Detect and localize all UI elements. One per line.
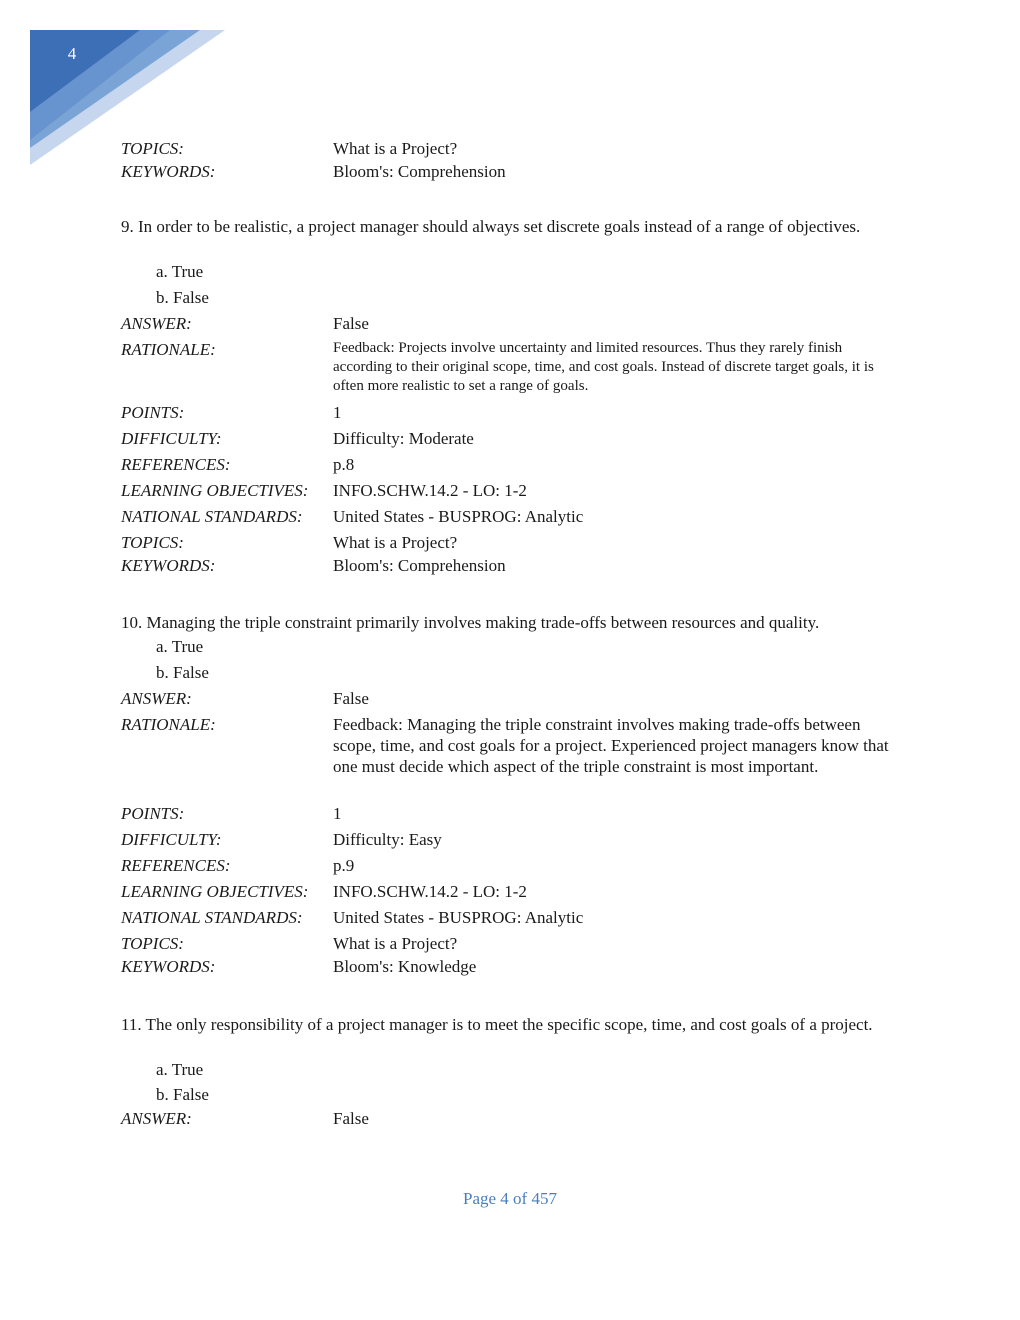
difficulty-value: Difficulty: Moderate (333, 429, 474, 448)
page-footer: Page 4 of 457 (463, 1189, 557, 1208)
topics-label: TOPICS: (121, 934, 184, 953)
standards-label: NATIONAL STANDARDS: (121, 507, 303, 526)
keywords-value: Bloom's: Knowledge (333, 957, 477, 976)
topics-value: What is a Project? (333, 139, 458, 158)
difficulty-value: Difficulty: Easy (333, 830, 442, 849)
rationale-label: RATIONALE: (121, 340, 216, 359)
answer-value: False (333, 689, 369, 708)
topics-value: What is a Project? (333, 533, 458, 552)
question-11: 11. The only responsibility of a project manager is to meet the specific scope, time, and cost goals of a project. (121, 1015, 873, 1034)
rationale-label: RATIONALE: (121, 715, 216, 734)
question-9: 9. In order to be realistic, a project manager should always set discrete goals instead of a range of objectives. (121, 217, 861, 236)
references-value: p.8 (333, 455, 355, 474)
q9-option-b: b. False (156, 288, 209, 307)
topics-label: TOPICS: (121, 139, 184, 158)
q11-option-a: a. True (156, 1060, 204, 1079)
question-10: 10. Managing the triple constraint primarily involves making trade-offs between resources and quality. (121, 613, 820, 632)
answer-label: ANSWER: (121, 689, 192, 708)
keywords-label: KEYWORDS: (121, 556, 216, 575)
answer-value: False (333, 1109, 369, 1128)
answer-label: ANSWER: (121, 1109, 192, 1128)
objectives-label: LEARNING OBJECTIVES: (121, 882, 309, 901)
difficulty-label: DIFFICULTY: (121, 830, 222, 849)
q10-option-b: b. False (156, 663, 209, 682)
keywords-value: Bloom's: Comprehension (333, 162, 506, 181)
points-value: 1 (333, 804, 342, 823)
points-label: POINTS: (121, 804, 185, 823)
topics-label: TOPICS: (121, 533, 184, 552)
objectives-value: INFO.SCHW.14.2 - LO: 1-2 (333, 882, 527, 901)
q9-option-a: a. True (156, 262, 204, 281)
points-label: POINTS: (121, 403, 185, 422)
rationale-value: Feedback: Managing the triple constraint involves making trade-offs between scope, time, and cost goals for a project. Experienced project managers know that one must decide which aspect of the triple constraint is most important. (333, 715, 889, 776)
objectives-value: INFO.SCHW.14.2 - LO: 1-2 (333, 481, 527, 500)
answer-label: ANSWER: (121, 314, 192, 333)
standards-value: United States - BUSPROG: Analytic (333, 507, 584, 526)
references-label: REFERENCES: (121, 856, 231, 875)
objectives-label: LEARNING OBJECTIVES: (121, 481, 309, 500)
standards-label: NATIONAL STANDARDS: (121, 908, 303, 927)
points-value: 1 (333, 403, 342, 422)
page-number: 4 (67, 44, 77, 63)
answer-value: False (333, 314, 369, 333)
references-value: p.9 (333, 856, 355, 875)
standards-value: United States - BUSPROG: Analytic (333, 908, 584, 927)
keywords-label: KEYWORDS: (121, 957, 216, 976)
rationale-value: Feedback: Projects involve uncertainty and limited resources. Thus they rarely finish according to their original scope, time, and cost goals. Instead of discrete target goals, it is often more realistic to set a range of goals. (333, 340, 874, 394)
topics-value: What is a Project? (333, 934, 458, 953)
q11-option-b: b. False (156, 1085, 209, 1104)
q10-option-a: a. True (156, 637, 204, 656)
references-label: REFERENCES: (121, 455, 231, 474)
keywords-value: Bloom's: Comprehension (333, 556, 506, 575)
keywords-label: KEYWORDS: (121, 162, 216, 181)
difficulty-label: DIFFICULTY: (121, 429, 222, 448)
